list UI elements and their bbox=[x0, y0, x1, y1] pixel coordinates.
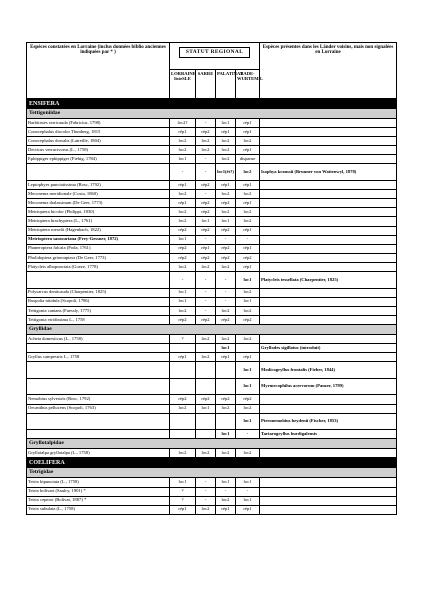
neighbour-species-cell bbox=[260, 297, 397, 306]
palatinat-status-cell: rép1 bbox=[216, 505, 236, 514]
table-row bbox=[27, 235, 397, 244]
bade-status-cell: - bbox=[236, 487, 260, 496]
bade-status-cell: rép1 bbox=[236, 181, 260, 190]
palatinat-status-cell: loc1(ét?) bbox=[216, 164, 236, 181]
sarre-status-cell: rép1 bbox=[196, 244, 216, 253]
palatinat-status-cell: - bbox=[216, 487, 236, 496]
statut-regional-box: STATUT REGIONAL bbox=[179, 47, 250, 58]
species-cell bbox=[27, 430, 170, 439]
bade-status-cell: rép1 bbox=[236, 119, 260, 128]
sarre-status-cell: - bbox=[196, 235, 216, 244]
table-row bbox=[27, 334, 397, 343]
species-cell: Tetrix ceperoi (Bolivar, 1887) * bbox=[27, 496, 170, 505]
bade-status-cell: loc2 bbox=[236, 190, 260, 199]
species-cell: Metrioptera roeselii (Hagenbach, 1822) bbox=[27, 226, 170, 235]
species-status-table bbox=[26, 42, 397, 515]
lorraine-status-cell: loc1 bbox=[170, 288, 196, 297]
lorraine-status-cell bbox=[170, 362, 196, 379]
species-cell bbox=[27, 272, 170, 289]
bade-status-cell: loc1 bbox=[236, 272, 260, 289]
sarre-status-cell: - bbox=[196, 306, 216, 315]
lorraine-status-cell: loc2 bbox=[170, 190, 196, 199]
lorraine-status-cell: rép2 bbox=[170, 226, 196, 235]
sarre-status-cell: loc2 bbox=[196, 353, 216, 362]
neighbour-species-cell: Isophya kraussii (Brunner von Wattenwyl, 1878) bbox=[260, 164, 397, 181]
species-cell: Ruspolia nitidula (Scopoli, 1786) bbox=[27, 297, 170, 306]
sarre-status-cell: rép2 bbox=[196, 315, 216, 324]
family-header-row bbox=[27, 439, 397, 449]
neighbour-species-cell bbox=[260, 288, 397, 297]
palatinat-status-cell bbox=[216, 362, 236, 379]
palatinat-status-cell bbox=[216, 378, 236, 395]
header-col-palatinat: PALATINAT bbox=[216, 70, 236, 99]
species-cell: Polysarcus denticauda (Charpentier, 1825) bbox=[27, 288, 170, 297]
sarre-status-cell bbox=[196, 430, 216, 439]
species-cell: Acheta domesticus (L., 1758) bbox=[27, 334, 170, 343]
bade-status-cell: rép1 bbox=[236, 505, 260, 514]
table-row bbox=[27, 155, 397, 164]
species-cell bbox=[27, 413, 170, 430]
neighbour-species-cell: Myrmecophilus acervorum (Panzer, 1799) bbox=[260, 378, 397, 395]
palatinat-status-cell: loc2 bbox=[216, 208, 236, 217]
table-row bbox=[27, 430, 397, 439]
palatinat-status-cell: - bbox=[216, 235, 236, 244]
family-label: Tettigoniidae bbox=[27, 109, 397, 119]
neighbour-species-cell: Modicogryllus frontalis (Fieber, 1844) bbox=[260, 362, 397, 379]
lorraine-status-cell: rép1 bbox=[170, 353, 196, 362]
bade-status-cell: rép1 bbox=[236, 199, 260, 208]
bade-status-cell: loc1 bbox=[236, 413, 260, 430]
neighbour-species-cell bbox=[260, 119, 397, 128]
lorraine-status-cell: loc2 bbox=[170, 208, 196, 217]
table-row bbox=[27, 119, 397, 128]
table-row bbox=[27, 362, 397, 379]
species-cell: Oecanthus pellucens (Scopoli, 1763) bbox=[27, 404, 170, 413]
header-lorraine-species: Espèces constatées en Lorraine (inclus données biblio anciennes indiquées par * ) bbox=[27, 43, 170, 99]
lorraine-status-cell: loc2 bbox=[170, 217, 196, 226]
lorraine-status-cell: loc2 bbox=[170, 306, 196, 315]
sarre-status-cell bbox=[196, 378, 216, 395]
palatinat-status-cell: loc1 bbox=[216, 344, 236, 353]
species-cell: Conocephalus dorsalis (Latreille, 1804) bbox=[27, 137, 170, 146]
neighbour-species-cell bbox=[260, 449, 397, 458]
header-col-lorraine: LORRAINE listeSLE bbox=[170, 70, 196, 99]
section-label: COELIFERA bbox=[27, 458, 397, 468]
table-row bbox=[27, 297, 397, 306]
species-cell: Tetrix bolivari (Saulcy, 1901) * bbox=[27, 487, 170, 496]
species-cell bbox=[27, 378, 170, 395]
bade-status-cell: disparue bbox=[236, 155, 260, 164]
sarre-status-cell: - bbox=[196, 119, 216, 128]
species-cell: Meconema meridionale (Costa, 1860) bbox=[27, 190, 170, 199]
table-row bbox=[27, 253, 397, 262]
palatinat-status-cell: loc2 bbox=[216, 262, 236, 271]
table-row bbox=[27, 128, 397, 137]
bade-status-cell: rép1 bbox=[236, 262, 260, 271]
species-cell: Tetrix bipunctata (L., 1758) bbox=[27, 478, 170, 487]
sarre-status-cell: loc2 bbox=[196, 137, 216, 146]
neighbour-species-cell bbox=[260, 226, 397, 235]
lorraine-status-cell: ? bbox=[170, 487, 196, 496]
table-row bbox=[27, 146, 397, 155]
table-row bbox=[27, 164, 397, 181]
neighbour-species-cell bbox=[260, 253, 397, 262]
neighbour-species-cell bbox=[260, 496, 397, 505]
sarre-status-cell: rép2 bbox=[196, 199, 216, 208]
neighbour-species-cell bbox=[260, 306, 397, 315]
header-col-sarre: SARRE bbox=[196, 70, 216, 99]
palatinat-status-cell: rép2 bbox=[216, 226, 236, 235]
neighbour-species-cell bbox=[260, 217, 397, 226]
species-cell: Decticus verrucivorus (L., 1758) bbox=[27, 146, 170, 155]
neighbour-species-cell: Pteronemobius heydenii (Fischer, 1853) bbox=[260, 413, 397, 430]
sarre-status-cell: rép2 bbox=[196, 253, 216, 262]
bade-status-cell: loc1 bbox=[236, 378, 260, 395]
lorraine-status-cell: loc2 bbox=[170, 449, 196, 458]
species-cell: Metrioptera brachyptera (L., 1761) bbox=[27, 217, 170, 226]
lorraine-status-cell: rép1 bbox=[170, 128, 196, 137]
lorraine-status-cell: rép1 bbox=[170, 181, 196, 190]
neighbour-species-cell bbox=[260, 208, 397, 217]
bade-status-cell bbox=[236, 344, 260, 353]
species-cell: Meconema thalassinum (De Geer, 1773) bbox=[27, 199, 170, 208]
table-row bbox=[27, 353, 397, 362]
neighbour-species-cell bbox=[260, 262, 397, 271]
sarre-status-cell: - bbox=[196, 155, 216, 164]
lorraine-status-cell: loc1 bbox=[170, 297, 196, 306]
palatinat-status-cell: rép1 bbox=[216, 353, 236, 362]
lorraine-status-cell: rép1 bbox=[170, 505, 196, 514]
sarre-status-cell bbox=[196, 413, 216, 430]
table-row bbox=[27, 478, 397, 487]
lorraine-status-cell: loc1 bbox=[170, 478, 196, 487]
family-label: Gryllidae bbox=[27, 324, 397, 334]
species-cell: Gryllus campestris L., 1758 bbox=[27, 353, 170, 362]
family-header-row bbox=[27, 109, 397, 119]
bade-status-cell: loc1 bbox=[236, 496, 260, 505]
bade-status-cell: rép1 bbox=[236, 353, 260, 362]
species-cell: Metrioptera saussuriana (Frey-Gessner, 1872) bbox=[27, 235, 170, 244]
palatinat-status-cell: loc2 bbox=[216, 190, 236, 199]
palatinat-status-cell: rép2 bbox=[216, 199, 236, 208]
neighbour-species-cell bbox=[260, 181, 397, 190]
sarre-status-cell bbox=[196, 362, 216, 379]
species-cell: Barbitistes serricauda (Fabricius, 1798) bbox=[27, 119, 170, 128]
lorraine-status-cell: rép2 bbox=[170, 253, 196, 262]
neighbour-species-cell bbox=[260, 137, 397, 146]
table-row bbox=[27, 306, 397, 315]
species-cell: Gryllotalpa gryllotalpa (L., 1758) bbox=[27, 449, 170, 458]
species-cell: Conocephalus discolor Thunberg, 1815 bbox=[27, 128, 170, 137]
palatinat-status-cell: loc1 bbox=[216, 119, 236, 128]
table-row bbox=[27, 272, 397, 289]
neighbour-species-cell: Platycleis tessellata (Charpentier, 1825) bbox=[260, 272, 397, 289]
bade-status-cell: - bbox=[236, 430, 260, 439]
sarre-status-cell: loc2 bbox=[196, 449, 216, 458]
table-row bbox=[27, 344, 397, 353]
lorraine-status-cell: loc2 bbox=[170, 404, 196, 413]
bade-status-cell: loc2 bbox=[236, 137, 260, 146]
palatinat-status-cell: loc1 bbox=[216, 478, 236, 487]
table-row bbox=[27, 137, 397, 146]
bade-status-cell: rép2 bbox=[236, 253, 260, 262]
bade-status-cell: loc2 bbox=[236, 449, 260, 458]
sarre-status-cell: loc2 bbox=[196, 146, 216, 155]
lorraine-status-cell bbox=[170, 413, 196, 430]
palatinat-status-cell: - bbox=[216, 297, 236, 306]
sarre-status-cell: rép2 bbox=[196, 226, 216, 235]
lorraine-status-cell: rép1 bbox=[170, 199, 196, 208]
sarre-status-cell bbox=[196, 344, 216, 353]
lorraine-status-cell: loc2 bbox=[170, 262, 196, 271]
table-row bbox=[27, 288, 397, 297]
neighbour-species-cell bbox=[260, 146, 397, 155]
table-row bbox=[27, 199, 397, 208]
palatinat-status-cell: loc2 bbox=[216, 334, 236, 343]
lorraine-status-cell: - bbox=[170, 272, 196, 289]
species-cell bbox=[27, 362, 170, 379]
neighbour-species-cell: Gryllodes sigillatus (introduit) bbox=[260, 344, 397, 353]
bade-status-cell: rép1 bbox=[236, 146, 260, 155]
lorraine-status-cell: rép2 bbox=[170, 395, 196, 404]
table-row bbox=[27, 208, 397, 217]
family-header-row bbox=[27, 324, 397, 334]
sarre-status-cell: rép2 bbox=[196, 395, 216, 404]
lorraine-status-cell: - bbox=[170, 164, 196, 181]
lorraine-status-cell: rép2 bbox=[170, 315, 196, 324]
palatinat-status-cell: loc2 bbox=[216, 306, 236, 315]
neighbour-species-cell bbox=[260, 334, 397, 343]
header-col-bade: BADE-WURTEMB. bbox=[236, 70, 260, 99]
species-cell: Platycleis albopunctata (Goeze, 1778) bbox=[27, 262, 170, 271]
palatinat-status-cell: loc2 bbox=[216, 155, 236, 164]
table-row bbox=[27, 262, 397, 271]
neighbour-species-cell bbox=[260, 404, 397, 413]
neighbour-species-cell bbox=[260, 478, 397, 487]
sarre-status-cell: loc2 bbox=[196, 505, 216, 514]
table-row bbox=[27, 496, 397, 505]
table-row bbox=[27, 505, 397, 514]
sarre-status-cell: rép2 bbox=[196, 128, 216, 137]
neighbour-species-cell bbox=[260, 353, 397, 362]
neighbour-species-cell bbox=[260, 244, 397, 253]
lorraine-status-cell: rép2 bbox=[170, 244, 196, 253]
table-row bbox=[27, 395, 397, 404]
table-header-row bbox=[27, 43, 397, 70]
bade-status-cell: loc2 bbox=[236, 208, 260, 217]
section-header-row bbox=[27, 458, 397, 468]
sarre-status-cell: - bbox=[196, 297, 216, 306]
bade-status-cell: rép1 bbox=[236, 128, 260, 137]
sarre-status-cell: rép2 bbox=[196, 208, 216, 217]
table-row bbox=[27, 449, 397, 458]
sarre-status-cell: - bbox=[196, 478, 216, 487]
bade-status-cell: loc1 bbox=[236, 297, 260, 306]
palatinat-status-cell: loc1 bbox=[216, 217, 236, 226]
neighbour-species-cell bbox=[260, 128, 397, 137]
palatinat-status-cell: rép2 bbox=[216, 253, 236, 262]
palatinat-status-cell: loc2 bbox=[216, 404, 236, 413]
section-header-row bbox=[27, 99, 397, 109]
lorraine-status-cell bbox=[170, 344, 196, 353]
table-row bbox=[27, 244, 397, 253]
lorraine-status-cell bbox=[170, 430, 196, 439]
sarre-status-cell: - bbox=[196, 487, 216, 496]
palatinat-status-cell: rép1 bbox=[216, 128, 236, 137]
sarre-status-cell: loc2 bbox=[196, 334, 216, 343]
palatinat-status-cell: loc2 bbox=[216, 137, 236, 146]
species-cell: Tetrix subulata (L., 1758) bbox=[27, 505, 170, 514]
palatinat-status-cell bbox=[216, 413, 236, 430]
bade-status-cell: rép1 bbox=[236, 226, 260, 235]
species-cell: Phaneroptera falcata (Poda, 1761) bbox=[27, 244, 170, 253]
neighbour-species-cell bbox=[260, 487, 397, 496]
sarre-status-cell: loc2 bbox=[196, 262, 216, 271]
species-cell: Tettigonia viridissima L., 1758 bbox=[27, 315, 170, 324]
table-row bbox=[27, 413, 397, 430]
neighbour-species-cell bbox=[260, 395, 397, 404]
palatinat-status-cell: loc2 bbox=[216, 449, 236, 458]
table-row bbox=[27, 315, 397, 324]
table-row bbox=[27, 226, 397, 235]
palatinat-status-cell: loc1 bbox=[216, 430, 236, 439]
section-label: ENSIFERA bbox=[27, 99, 397, 109]
table-row bbox=[27, 487, 397, 496]
sarre-status-cell: - bbox=[196, 496, 216, 505]
neighbour-species-cell bbox=[260, 155, 397, 164]
bade-status-cell: loc2 bbox=[236, 404, 260, 413]
sarre-status-cell: loc1 bbox=[196, 217, 216, 226]
header-neighbour-species: Espèces présentes dans les Länder voisins, mais non signalées en Lorraine bbox=[260, 43, 397, 99]
neighbour-species-cell bbox=[260, 199, 397, 208]
sarre-status-cell: - bbox=[196, 288, 216, 297]
sarre-status-cell: - bbox=[196, 190, 216, 199]
bade-status-cell: loc2 bbox=[236, 288, 260, 297]
palatinat-status-cell: - bbox=[216, 272, 236, 289]
lorraine-status-cell: loc1 bbox=[170, 155, 196, 164]
lorraine-status-cell bbox=[170, 378, 196, 395]
palatinat-status-cell: - bbox=[216, 288, 236, 297]
neighbour-species-cell bbox=[260, 315, 397, 324]
table-row bbox=[27, 378, 397, 395]
species-cell: Leptophyes punctatissima (Bosc, 1792) bbox=[27, 181, 170, 190]
species-cell: Tettigonia cantans (Fuessly, 1775) bbox=[27, 306, 170, 315]
bade-status-cell: loc1 bbox=[236, 478, 260, 487]
palatinat-status-cell: rép2 bbox=[216, 395, 236, 404]
bade-status-cell: loc2 bbox=[236, 164, 260, 181]
palatinat-status-cell: loc2 bbox=[216, 146, 236, 155]
bade-status-cell: rép2 bbox=[236, 315, 260, 324]
sarre-status-cell: - bbox=[196, 272, 216, 289]
palatinat-status-cell: rép1 bbox=[216, 181, 236, 190]
header-statut-cell bbox=[170, 43, 260, 70]
family-label: Gryllotalpidae bbox=[27, 439, 397, 449]
species-cell: Metrioptera bicolor (Philippi, 1830) bbox=[27, 208, 170, 217]
family-label: Tetrigidae bbox=[27, 468, 397, 478]
species-cell: Ephippiger ephippiger (Fiebig, 1784) bbox=[27, 155, 170, 164]
neighbour-species-cell bbox=[260, 235, 397, 244]
lorraine-status-cell: ? bbox=[170, 496, 196, 505]
table-row bbox=[27, 190, 397, 199]
table-row bbox=[27, 404, 397, 413]
family-header-row bbox=[27, 468, 397, 478]
bade-status-cell: loc1 bbox=[236, 362, 260, 379]
bade-status-cell: rép1 bbox=[236, 244, 260, 253]
bade-status-cell: loc2 bbox=[236, 306, 260, 315]
species-cell: Pholidoptera griseoaptera (De Geer, 1773) bbox=[27, 253, 170, 262]
bade-status-cell: rép2 bbox=[236, 395, 260, 404]
bade-status-cell: loc2 bbox=[236, 334, 260, 343]
neighbour-species-cell bbox=[260, 505, 397, 514]
species-cell bbox=[27, 164, 170, 181]
species-cell: Nemobius sylvestris (Bosc, 1792) bbox=[27, 395, 170, 404]
lorraine-status-cell: loc2 bbox=[170, 146, 196, 155]
table-row bbox=[27, 217, 397, 226]
sarre-status-cell: rép2 bbox=[196, 181, 216, 190]
sarre-status-cell: loc1 bbox=[196, 404, 216, 413]
palatinat-status-cell: rép2 bbox=[216, 315, 236, 324]
lorraine-status-cell: loc2? bbox=[170, 119, 196, 128]
lorraine-status-cell: loc2 bbox=[170, 137, 196, 146]
bade-status-cell: loc2 bbox=[236, 217, 260, 226]
table-row bbox=[27, 181, 397, 190]
neighbour-species-cell bbox=[260, 190, 397, 199]
species-cell bbox=[27, 344, 170, 353]
bade-status-cell: - bbox=[236, 235, 260, 244]
palatinat-status-cell: loc2 bbox=[216, 496, 236, 505]
sarre-status-cell: - bbox=[196, 164, 216, 181]
lorraine-status-cell: ? bbox=[170, 334, 196, 343]
neighbour-species-cell: Tartarogryllus burdigalensis bbox=[260, 430, 397, 439]
lorraine-status-cell: loc1 bbox=[170, 235, 196, 244]
palatinat-status-cell: rép2 bbox=[216, 244, 236, 253]
